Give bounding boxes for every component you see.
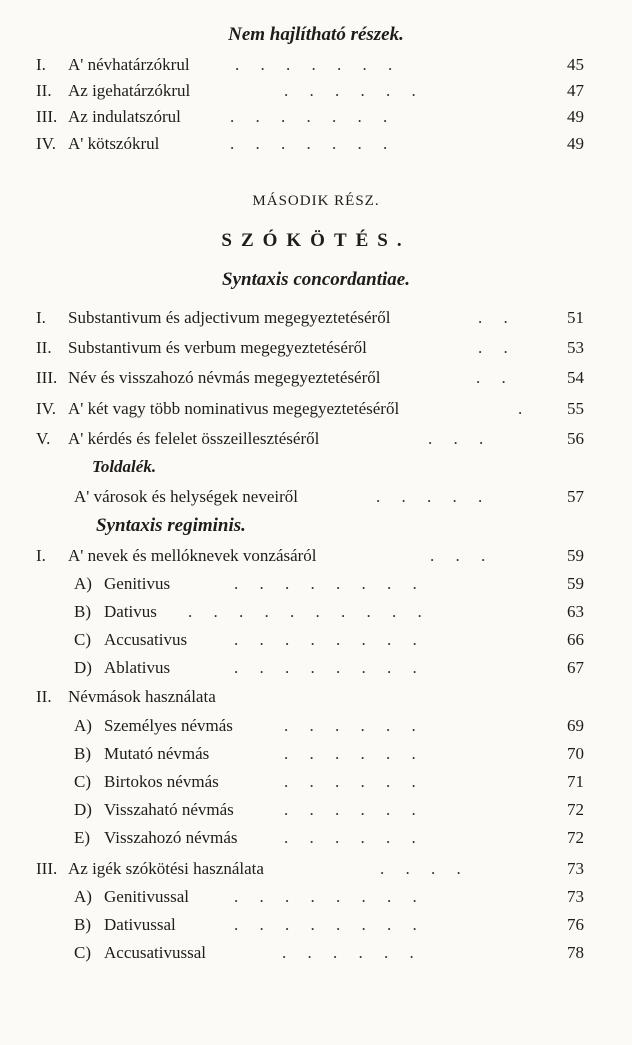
toc-entry: A) Genitivussal . . . . . . . . 73 (74, 887, 584, 906)
toc-entry: D) Ablativus . . . . . . . . 67 (74, 658, 584, 677)
toc-entry: A) Személyes névmás . . . . . . 69 (74, 716, 584, 735)
toc-entry: II. Substantivum és verbum megegyeztetéséről . . 53 (36, 338, 584, 357)
toc-entry: I. Substantivum és adjectivum megegyeztetéséről . . 51 (36, 308, 584, 327)
section-heading-nem-hajlithato: Nem hajlítható részek. (228, 24, 404, 45)
toc-entry: D) Visszaható névmás . . . . . . 72 (74, 800, 584, 819)
part-subtitle: SZÓKÖTÉS. (221, 230, 411, 251)
toc-entry: III. Az indulatszórul . . . . . . . 49 (36, 107, 584, 126)
toc-entry: A) Genitivus . . . . . . . . 59 (74, 574, 584, 593)
toc-entry: B) Dativussal . . . . . . . . 76 (74, 915, 584, 934)
toc-entry: C) Accusativussal . . . . . . 78 (74, 943, 584, 962)
toc-entry: II. Az igehatárzókrul . . . . . . 47 (36, 81, 584, 100)
section-heading-concordantiae: Syntaxis concordantiae. (222, 269, 410, 290)
toc-entry: IV. A' kötszókrul . . . . . . . 49 (36, 134, 584, 153)
toc-entry: E) Visszahozó névmás . . . . . . 72 (74, 828, 584, 847)
toc-entry: III. Az igék szókötési használata . . . . 73 (36, 859, 584, 878)
toc-entry: B) Mutató névmás . . . . . . 70 (74, 744, 584, 763)
subheading-toldalek: Toldalék. (92, 457, 157, 476)
toc-entry: III. Név és visszahozó névmás megegyeztetéséről . . 54 (36, 368, 584, 387)
toc-entry: I. A' névhatárzókrul . . . . . . . 45 (36, 55, 584, 74)
toc-entry: V. A' kérdés és felelet összeillesztéséről . . . 56 (36, 429, 584, 448)
toc-entry: IV. A' két vagy több nominativus megegyeztetéséről . 55 (36, 399, 584, 418)
toc-entry: I. A' nevek és mellóknevek vonzásáról . . . 59 (36, 546, 584, 565)
toc-entry: A' városok és helységek neveiről . . . . . 57 (74, 487, 584, 506)
toc-entry: C) Accusativus . . . . . . . . 66 (74, 630, 584, 649)
section-heading-regiminis: Syntaxis regiminis. (96, 515, 246, 536)
toc-entry: B) Dativus . . . . . . . . . . 63 (74, 602, 584, 621)
part-title: MÁSODIK RÉSZ. (252, 193, 380, 209)
toc-entry: C) Birtokos névmás . . . . . . 71 (74, 772, 584, 791)
toc-entry: II. Névmások használata (36, 687, 216, 706)
